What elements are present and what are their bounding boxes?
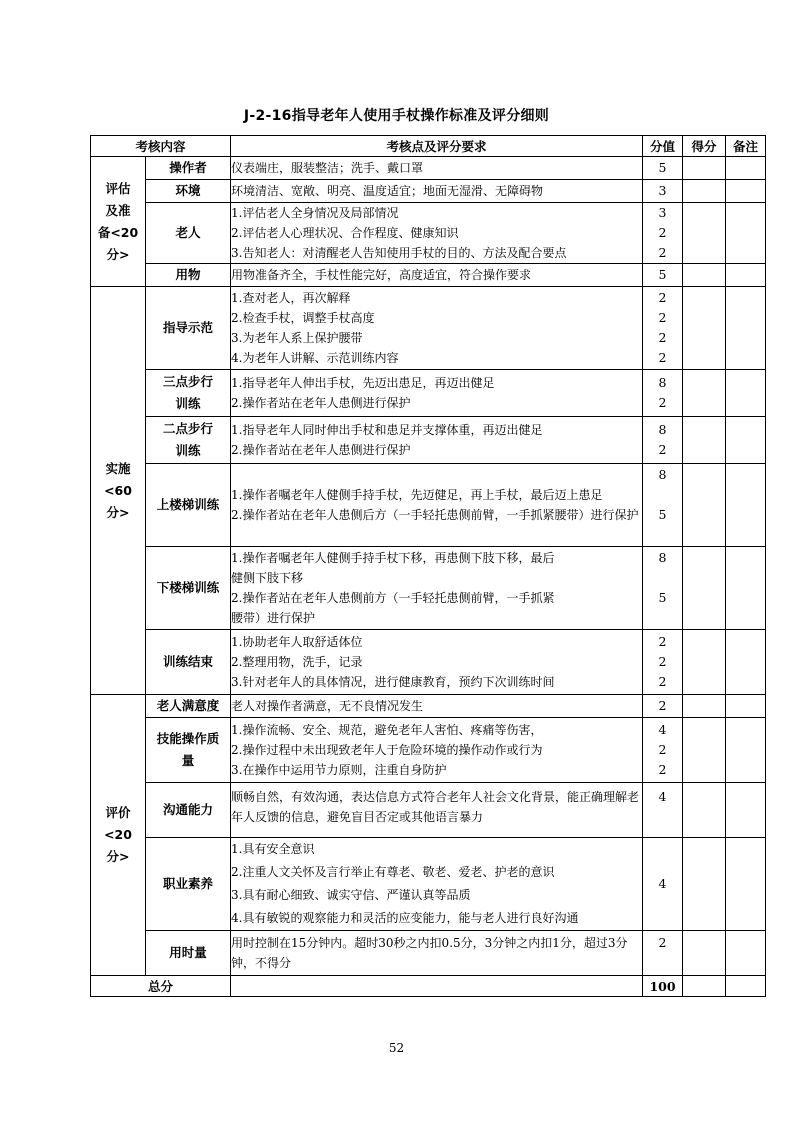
table-row bbox=[91, 203, 766, 264]
remarks-cell[interactable] bbox=[726, 976, 766, 997]
item-operation-quality: 技能操作质 量 bbox=[146, 718, 231, 783]
header-requirements: 考核点及评分要求 bbox=[231, 136, 643, 157]
item-environment: 环境 bbox=[146, 180, 231, 203]
score-value: 3 2 2 bbox=[643, 203, 683, 264]
item-upstairs-training: 上楼梯训练 bbox=[146, 464, 231, 547]
requirement: 1.指导老年人同时伸出手杖和患足并支撑体重，再迈出健足 2.操作者站在老年人患侧进行保护 bbox=[231, 417, 643, 464]
total-score: 100 bbox=[643, 976, 683, 997]
scoring-table bbox=[90, 135, 766, 997]
points-cell[interactable] bbox=[683, 417, 726, 464]
points-cell[interactable] bbox=[683, 264, 726, 287]
score-value: 3 bbox=[643, 180, 683, 203]
table-row bbox=[91, 157, 766, 180]
points-cell[interactable] bbox=[683, 630, 726, 695]
remarks-cell[interactable] bbox=[726, 630, 766, 695]
points-cell[interactable] bbox=[683, 464, 726, 547]
table-row bbox=[91, 464, 766, 547]
remarks-cell[interactable] bbox=[726, 547, 766, 630]
category-evaluation: 评价 <20 分> bbox=[91, 695, 146, 976]
item-professionalism: 职业素养 bbox=[146, 838, 231, 931]
total-requirement-cell bbox=[231, 976, 643, 997]
item-elderly: 老人 bbox=[146, 203, 231, 264]
table-row bbox=[91, 180, 766, 203]
score-value: 5 bbox=[643, 157, 683, 180]
table-header-row bbox=[91, 136, 766, 157]
item-downstairs-training: 下楼梯训练 bbox=[146, 547, 231, 630]
table-row bbox=[91, 838, 766, 931]
requirement: 1.指导老年人伸出手杖，先迈出患足，再迈出健足 2.操作者站在老年人患侧进行保护 bbox=[231, 370, 643, 417]
score-value: 4 bbox=[643, 783, 683, 838]
requirement: 老人对操作者满意，无不良情况发生 bbox=[231, 695, 643, 718]
requirement: 1.协助老年人取舒适体位 2.整理用物，洗手，记录 3.针对老年人的具体情况，进行健康教育，预约下次训练时间 bbox=[231, 630, 643, 695]
table-row bbox=[91, 417, 766, 464]
score-value: 4 bbox=[643, 838, 683, 931]
score-value: 2 2 2 bbox=[643, 630, 683, 695]
points-cell[interactable] bbox=[683, 695, 726, 718]
table-row bbox=[91, 630, 766, 695]
table-row bbox=[91, 287, 766, 370]
remarks-cell[interactable] bbox=[726, 417, 766, 464]
header-remarks: 备注 bbox=[726, 136, 766, 157]
item-satisfaction: 老人满意度 bbox=[146, 695, 231, 718]
category-assessment: 评估 及准 备<20 分> bbox=[91, 157, 146, 287]
header-content: 考核内容 bbox=[91, 136, 231, 157]
score-value: 2 bbox=[643, 695, 683, 718]
remarks-cell[interactable] bbox=[726, 718, 766, 783]
requirement: 1.操作者嘱老年人健侧手持手杖下移，再患侧下肢下移，最后 健侧下肢下移 2.操作者站在老年人患侧前方（一手轻托患侧前臂，一手抓紧 腰带）进行保护 bbox=[231, 547, 643, 630]
remarks-cell[interactable] bbox=[726, 203, 766, 264]
item-operator: 操作者 bbox=[146, 157, 231, 180]
requirement: 1.查对老人，再次解释 2.检查手杖，调整手杖高度 3.为老年人系上保护腰带 4.为老年人讲解、示范训练内容 bbox=[231, 287, 643, 370]
score-value: 2 2 2 2 bbox=[643, 287, 683, 370]
item-guidance-demo: 指导示范 bbox=[146, 287, 231, 370]
total-label: 总分 bbox=[91, 976, 231, 997]
table-row bbox=[91, 783, 766, 838]
requirement: 1.具有安全意识 2.注重人文关怀及言行举止有尊老、敬老、爱老、护老的意识 3.具有耐心细致、诚实守信、严谨认真等品质 4.具有敏锐的观察能力和灵活的应变能力，能与老人进行良好沟通 bbox=[231, 838, 643, 931]
table-row bbox=[91, 931, 766, 976]
remarks-cell[interactable] bbox=[726, 157, 766, 180]
table-row bbox=[91, 370, 766, 417]
points-cell[interactable] bbox=[683, 931, 726, 976]
points-cell[interactable] bbox=[683, 287, 726, 370]
requirement: 仪表端庄，服装整洁；洗手、戴口罩 bbox=[231, 157, 643, 180]
table-row bbox=[91, 264, 766, 287]
item-supplies: 用物 bbox=[146, 264, 231, 287]
points-cell[interactable] bbox=[683, 976, 726, 997]
item-two-point-walk: 二点步行 训练 bbox=[146, 417, 231, 464]
remarks-cell[interactable] bbox=[726, 287, 766, 370]
requirement: 1.操作流畅、安全、规范，避免老年人害怕、疼痛等伤害， 2.操作过程中未出现致老年人于危险环境的操作动作或行为 3.在操作中运用节力原则，注重自身防护 bbox=[231, 718, 643, 783]
score-value: 8 2 bbox=[643, 417, 683, 464]
score-value: 8 5 bbox=[643, 547, 683, 630]
item-training-end: 训练结束 bbox=[146, 630, 231, 695]
remarks-cell[interactable] bbox=[726, 370, 766, 417]
requirement: 用时控制在15分钟内。超时30秒之内扣0.5分，3分钟之内扣1分，超过3分钟，不得分 bbox=[231, 931, 643, 976]
total-row bbox=[91, 976, 766, 997]
remarks-cell[interactable] bbox=[726, 180, 766, 203]
points-cell[interactable] bbox=[683, 783, 726, 838]
header-score: 分值 bbox=[643, 136, 683, 157]
score-value: 8 5 bbox=[643, 464, 683, 547]
score-value: 2 bbox=[643, 931, 683, 976]
score-value: 8 2 bbox=[643, 370, 683, 417]
remarks-cell[interactable] bbox=[726, 264, 766, 287]
document-title: J-2-16指导老年人使用手杖操作标准及评分细则 bbox=[243, 108, 550, 124]
table-row bbox=[91, 547, 766, 630]
remarks-cell[interactable] bbox=[726, 464, 766, 547]
remarks-cell[interactable] bbox=[726, 931, 766, 976]
points-cell[interactable] bbox=[683, 838, 726, 931]
header-points: 得分 bbox=[683, 136, 726, 157]
category-implementation: 实施 <60 分> bbox=[91, 287, 146, 695]
item-three-point-walk: 三点步行 训练 bbox=[146, 370, 231, 417]
remarks-cell[interactable] bbox=[726, 783, 766, 838]
requirement: 用物准备齐全，手杖性能完好，高度适宜，符合操作要求 bbox=[231, 264, 643, 287]
requirement: 1.评估老人全身情况及局部情况 2.评估老人心理状况、合作程度、健康知识 3.告知老人：对清醒老人告知使用手杖的目的、方法及配合要点 bbox=[231, 203, 643, 264]
page-number: 52 bbox=[388, 1041, 405, 1055]
item-communication: 沟通能力 bbox=[146, 783, 231, 838]
points-cell[interactable] bbox=[683, 547, 726, 630]
table-row bbox=[91, 695, 766, 718]
requirement: 顺畅自然，有效沟通，表达信息方式符合老年人社会文化背景，能正确理解老年人反馈的信息，避免盲目否定或其他语言暴力 bbox=[231, 783, 643, 838]
table-row bbox=[91, 718, 766, 783]
score-value: 4 2 2 bbox=[643, 718, 683, 783]
points-cell[interactable] bbox=[683, 157, 726, 180]
score-value: 5 bbox=[643, 264, 683, 287]
points-cell[interactable] bbox=[683, 718, 726, 783]
remarks-cell[interactable] bbox=[726, 695, 766, 718]
points-cell[interactable] bbox=[683, 180, 726, 203]
points-cell[interactable] bbox=[683, 370, 726, 417]
points-cell[interactable] bbox=[683, 203, 726, 264]
requirement: 1.操作者嘱老年人健侧手持手杖，先迈健足，再上手杖，最后迈上患足 2.操作者站在老年人患侧后方（一手轻托患侧前臂，一手抓紧腰带）进行保护 bbox=[231, 464, 643, 547]
remarks-cell[interactable] bbox=[726, 838, 766, 931]
requirement: 环境清洁、宽敞、明亮、温度适宜；地面无湿滑、无障碍物 bbox=[231, 180, 643, 203]
item-time-used: 用时量 bbox=[146, 931, 231, 976]
